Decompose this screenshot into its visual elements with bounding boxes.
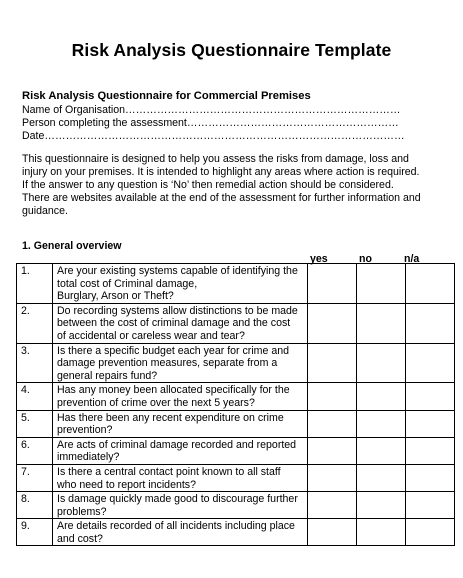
- question-line: of accidental or careless wear and tear?: [57, 329, 245, 342]
- answer-cell-yes[interactable]: [308, 464, 357, 491]
- questionnaire-subtitle: Risk Analysis Questionnaire for Commercial Premises: [22, 90, 311, 102]
- question-line: Are acts of criminal damage recorded and reported: [57, 438, 297, 451]
- answer-cell-na[interactable]: [406, 492, 455, 519]
- document-title: Risk Analysis Questionnaire Template: [71, 40, 392, 60]
- answer-cell-yes[interactable]: [308, 264, 357, 304]
- question-line: Is there a specific budget each year for crime and: [57, 344, 290, 357]
- question-number: 1.: [17, 264, 53, 304]
- table-row: [17, 464, 455, 491]
- answer-cell-na[interactable]: [406, 519, 455, 546]
- answer-cell-na[interactable]: [406, 410, 455, 437]
- question-line: Burglary, Arson or Theft?: [57, 290, 174, 303]
- answer-cell-yes[interactable]: [308, 519, 357, 546]
- question-text: [53, 464, 308, 491]
- answer-cell-na[interactable]: [406, 437, 455, 464]
- column-header-no: no: [359, 253, 372, 265]
- intro-line: injury on your premises. It is intended to highlight any areas where action is required.: [22, 166, 420, 178]
- question-text: [53, 519, 308, 546]
- table-row: [17, 519, 455, 546]
- question-text: [53, 492, 308, 519]
- answer-cell-no[interactable]: [357, 519, 406, 546]
- question-line: total cost of Criminal damage,: [57, 277, 198, 290]
- question-text: [53, 383, 308, 410]
- question-line: Do recording systems allow distinctions to be made: [57, 304, 298, 317]
- answer-cell-na[interactable]: [406, 343, 455, 383]
- question-line: immediately?: [57, 451, 120, 464]
- table-row: [17, 492, 455, 519]
- question-line: Is damage quickly made good to discourage further: [57, 493, 298, 506]
- question-line: general repairs fund?: [57, 369, 158, 382]
- organisation-name-field: Name of Organisation……………………………………………………………………: [22, 104, 401, 116]
- answer-cell-na[interactable]: [406, 464, 455, 491]
- question-number: 7.: [17, 464, 53, 491]
- question-text: [53, 303, 308, 343]
- answer-cell-na[interactable]: [406, 264, 455, 304]
- question-line: and cost?: [57, 532, 103, 545]
- question-line: Has any money been allocated specifically for the: [57, 384, 290, 397]
- table-row: [17, 303, 455, 343]
- answer-cell-no[interactable]: [357, 437, 406, 464]
- question-number: 3.: [17, 343, 53, 383]
- question-number: 5.: [17, 410, 53, 437]
- answer-cell-no[interactable]: [357, 303, 406, 343]
- column-header-na: n/a: [404, 253, 420, 265]
- question-line: who need to report incidents?: [57, 478, 196, 491]
- intro-paragraph: [22, 153, 442, 218]
- question-line: prevention?: [57, 424, 113, 437]
- person-completing-field: Person completing the assessment……………………………………………………: [22, 117, 399, 129]
- question-line: Are details recorded of all incidents including place: [57, 520, 295, 533]
- answer-cell-na[interactable]: [406, 303, 455, 343]
- intro-line: guidance.: [22, 205, 68, 217]
- question-line: Has there been any recent expenditure on crime: [57, 411, 284, 424]
- answer-cell-no[interactable]: [357, 383, 406, 410]
- question-number: 2.: [17, 303, 53, 343]
- question-line: between the cost of criminal damage and the cost: [57, 317, 291, 330]
- table-row: [17, 410, 455, 437]
- question-text: [53, 264, 308, 304]
- intro-line: This questionnaire is designed to help you assess the risks from damage, loss and: [22, 153, 409, 165]
- answer-cell-no[interactable]: [357, 264, 406, 304]
- question-text: [53, 437, 308, 464]
- question-number: 6.: [17, 437, 53, 464]
- question-line: Are your existing systems capable of identifying the: [57, 265, 298, 277]
- question-line: problems?: [57, 505, 107, 518]
- answer-cell-no[interactable]: [357, 464, 406, 491]
- section-heading: 1. General overview: [22, 240, 122, 252]
- answer-cell-no[interactable]: [357, 343, 406, 383]
- question-line: Is there a central contact point known to all staff: [57, 465, 281, 478]
- answer-cell-yes[interactable]: [308, 492, 357, 519]
- intro-line: If the answer to any question is ‘No’ then remedial action should be considered.: [22, 179, 394, 191]
- answer-cell-yes[interactable]: [308, 303, 357, 343]
- table-row: [17, 264, 455, 304]
- answer-cell-no[interactable]: [357, 492, 406, 519]
- answer-cell-yes[interactable]: [308, 343, 357, 383]
- question-text: [53, 343, 308, 383]
- table-row: [17, 343, 455, 383]
- question-text: [53, 410, 308, 437]
- answer-cell-yes[interactable]: [308, 437, 357, 464]
- question-line: damage prevention measures, separate from a: [57, 357, 278, 370]
- intro-line: There are websites available at the end of the assessment for further information and: [22, 192, 421, 204]
- answer-cell-yes[interactable]: [308, 383, 357, 410]
- answer-cell-yes[interactable]: [308, 410, 357, 437]
- answer-cell-no[interactable]: [357, 410, 406, 437]
- date-field: Date…………………………………………………………………………………………: [22, 130, 405, 142]
- answer-cell-na[interactable]: [406, 383, 455, 410]
- table-row: [17, 383, 455, 410]
- questions-table: [16, 263, 455, 546]
- question-number: 4.: [17, 383, 53, 410]
- table-row: [17, 437, 455, 464]
- question-number: 8.: [17, 492, 53, 519]
- question-number: 9.: [17, 519, 53, 546]
- column-header-yes: yes: [310, 253, 328, 265]
- question-line: prevention of crime over the next 5 years?: [57, 396, 255, 409]
